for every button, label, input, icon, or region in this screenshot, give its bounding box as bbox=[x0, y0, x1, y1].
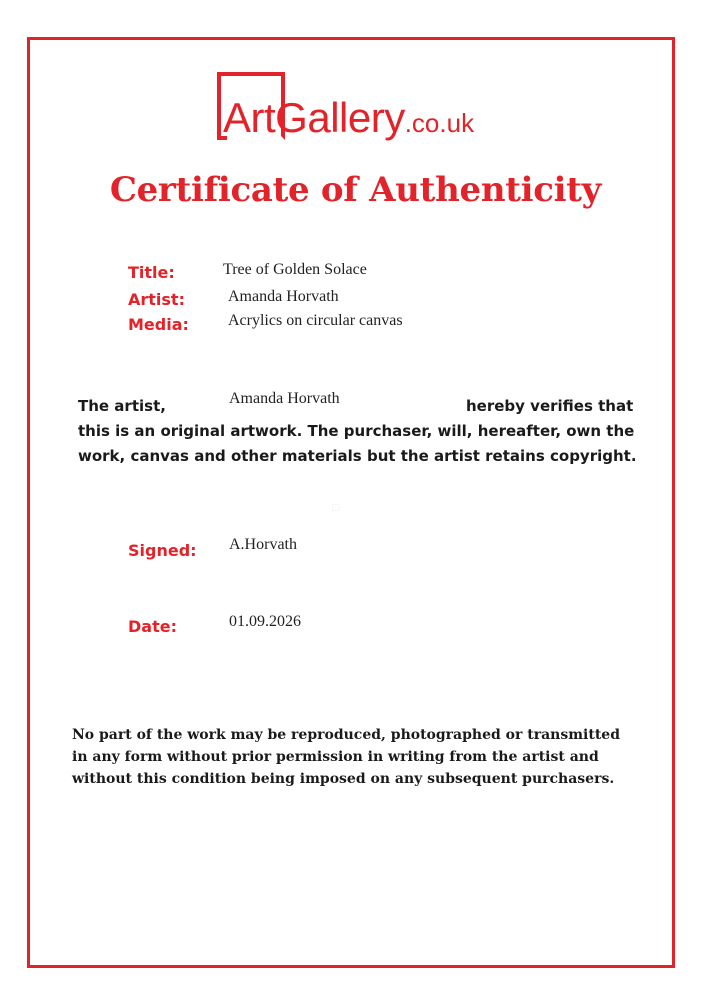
artgallery-logo bbox=[217, 72, 537, 152]
logo-tld: .co.uk bbox=[404, 108, 475, 138]
verification-tail: hereby verifies that bbox=[466, 397, 634, 415]
date-label: Date: bbox=[128, 617, 177, 636]
date-value: 01.09.2026 bbox=[229, 613, 301, 630]
verification-lead: The artist, bbox=[78, 397, 166, 415]
notice-line-3: without this condition being imposed on any subsequent purchasers. bbox=[72, 771, 615, 787]
verification-artist-name: Amanda Horvath bbox=[229, 390, 340, 407]
media-label: Media: bbox=[128, 315, 189, 334]
notice-line-1: No part of the work may be reproduced, photographed or transmitted bbox=[72, 727, 620, 743]
artist-label: Artist: bbox=[128, 290, 185, 309]
logo-name: ArtGallery bbox=[223, 94, 405, 141]
logo-wordmark bbox=[223, 94, 474, 147]
notice-line-2: in any form without prior permission in writing from the artist and bbox=[72, 749, 599, 765]
title-label: Title: bbox=[128, 263, 175, 282]
verification-line-2: this is an original artwork. The purchaser, will, hereafter, own the bbox=[78, 422, 635, 440]
media-value: Acrylics on circular canvas bbox=[228, 312, 403, 329]
certificate-title: Certificate of Authenticity bbox=[109, 170, 602, 210]
signed-label: Signed: bbox=[128, 541, 197, 560]
artist-value: Amanda Horvath bbox=[228, 288, 339, 305]
faint-watermark: □ bbox=[332, 500, 340, 514]
verification-line-3: work, canvas and other materials but the artist retains copyright. bbox=[78, 447, 637, 465]
signed-value: A.Horvath bbox=[229, 536, 297, 553]
title-value: Tree of Golden Solace bbox=[223, 261, 367, 278]
